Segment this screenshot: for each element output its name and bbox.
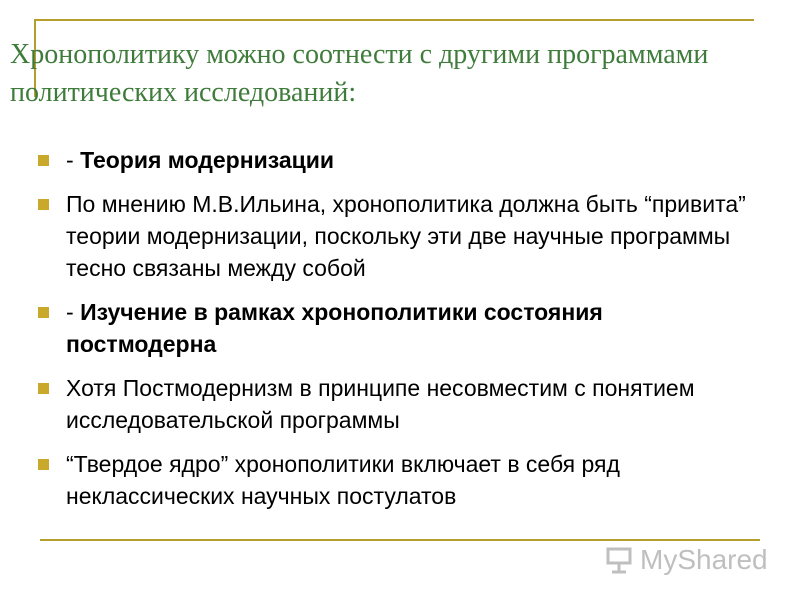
bullet-text: Изучение в рамках хронополитики состояния постмодерна — [66, 299, 603, 357]
bullet-square-icon — [38, 307, 49, 318]
bullet-square-icon — [38, 199, 49, 210]
bullet-text: Теория модернизации — [80, 147, 335, 173]
watermark-text: MyShared — [640, 544, 768, 575]
bullet-prefix: - — [66, 147, 81, 173]
slide-title: Хронополитику можно соотнести с другими программами политических исследований: — [10, 39, 709, 108]
watermark — [604, 540, 768, 580]
bullet-text: “Твердое ядро” хронополитики включает в себя ряд неклассических научных постулатов — [66, 451, 620, 509]
bullet-square-icon — [38, 459, 49, 470]
bullet-text: По мнению М.В.Ильина, хронополитика должна быть “привита” теории модернизации, поскольку эти две научные программы тесно связаны между собой — [66, 191, 746, 281]
bullet-square-icon — [38, 155, 49, 166]
bullet-item-5 — [38, 448, 758, 512]
bullet-prefix: - — [66, 299, 81, 325]
bullet-text: Хотя Постмодернизм в принципе несовместим с понятием исследовательской программы — [66, 375, 695, 433]
bullet-item-1 — [38, 144, 758, 176]
presentation-board-icon — [604, 545, 634, 575]
bullet-item-3 — [38, 296, 758, 360]
bullet-list — [38, 144, 758, 524]
top-border-line — [34, 19, 754, 21]
bullet-square-icon — [38, 383, 49, 394]
bullet-item-4 — [38, 372, 758, 436]
bullet-item-2 — [38, 188, 758, 284]
